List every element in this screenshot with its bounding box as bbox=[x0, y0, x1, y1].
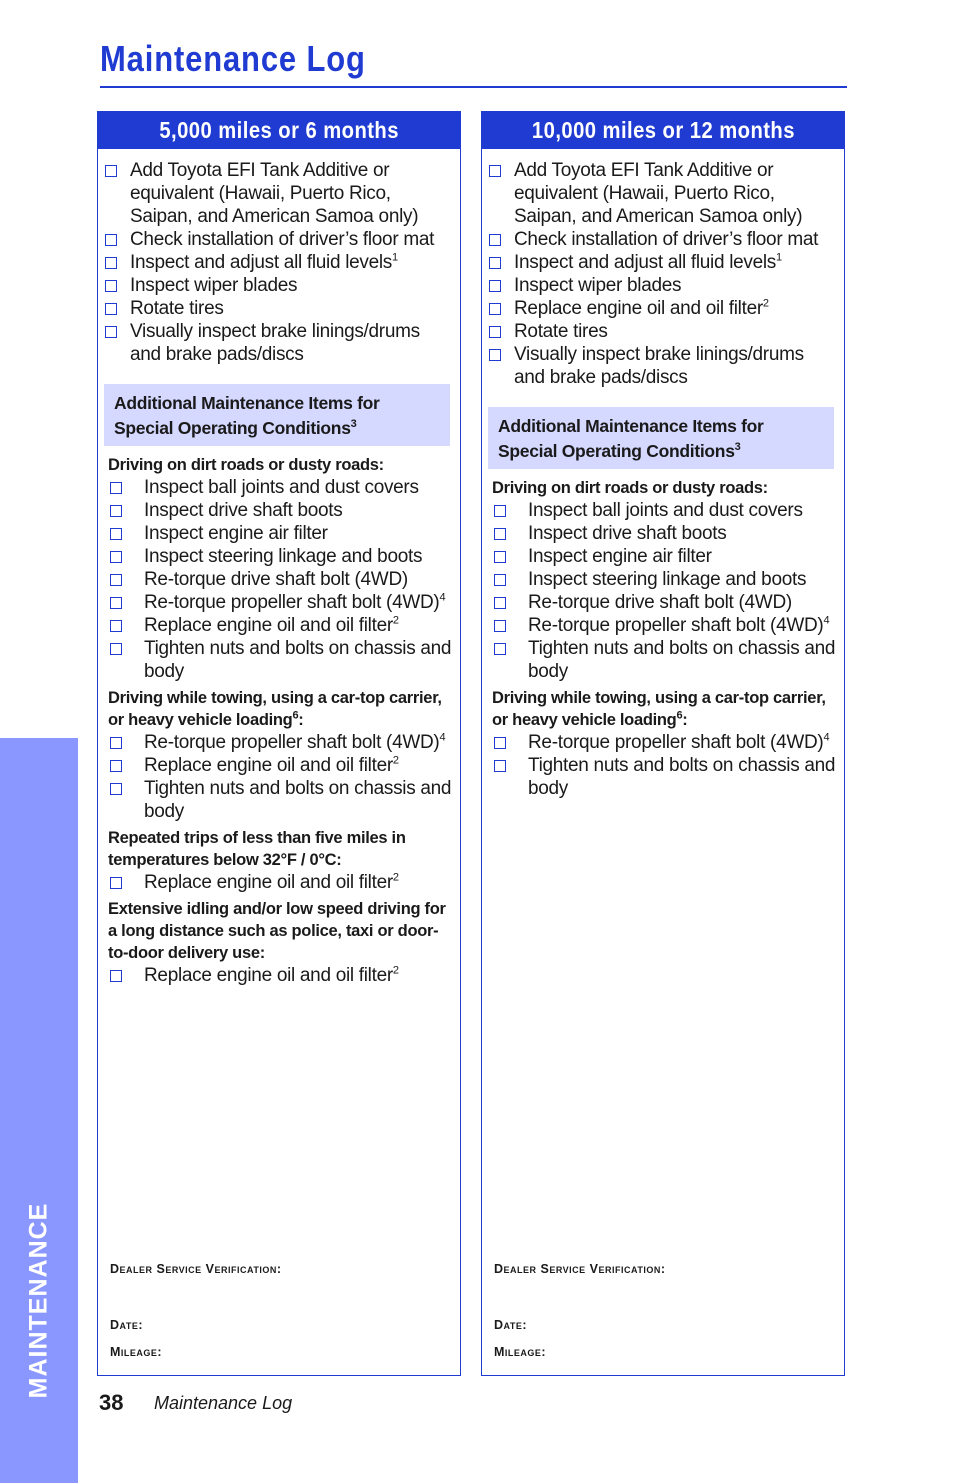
item-text: Tighten nuts and bolts on chassis and body bbox=[144, 778, 452, 822]
footnote-ref: 6 bbox=[676, 709, 683, 722]
checkbox[interactable] bbox=[489, 280, 501, 292]
item-label bbox=[144, 777, 454, 823]
checklist-item bbox=[492, 591, 838, 614]
item-label bbox=[144, 964, 454, 987]
item-label bbox=[130, 274, 454, 297]
item-label bbox=[528, 522, 838, 545]
checklist-item bbox=[98, 159, 454, 228]
checkbox[interactable] bbox=[110, 760, 122, 772]
item-label bbox=[144, 522, 454, 545]
checkbox[interactable] bbox=[494, 643, 506, 655]
item-text: Re-torque propeller shaft bolt (4WD) bbox=[144, 732, 440, 753]
special-conditions bbox=[98, 454, 460, 987]
item-text: Replace engine oil and oil filter bbox=[144, 615, 393, 636]
checklist-item bbox=[98, 228, 454, 251]
checklist-item bbox=[492, 614, 838, 637]
item-label bbox=[514, 320, 838, 343]
item-text: Inspect ball joints and dust covers bbox=[528, 500, 803, 521]
checkbox[interactable] bbox=[110, 877, 122, 889]
footnote-ref: 1 bbox=[776, 251, 782, 264]
date-label: Date: bbox=[110, 1318, 144, 1332]
checkbox[interactable] bbox=[494, 551, 506, 563]
checkbox[interactable] bbox=[110, 528, 122, 540]
item-label bbox=[130, 159, 454, 228]
checklist-item bbox=[108, 522, 454, 545]
item-text: Check installation of driver’s floor mat bbox=[130, 229, 435, 250]
column-header bbox=[98, 112, 460, 149]
checklist-item bbox=[492, 637, 838, 683]
item-text: Rotate tires bbox=[130, 298, 224, 319]
checkbox[interactable] bbox=[489, 165, 501, 177]
condition-heading: Driving while towing, using a car-top carrier, or heavy vehicle loading$^6$: bbox=[492, 689, 826, 729]
condition-items bbox=[108, 871, 460, 894]
mileage-label: Mileage: bbox=[494, 1345, 547, 1359]
special-conditions bbox=[482, 477, 844, 800]
item-text: Rotate tires bbox=[514, 321, 608, 342]
checklist-item bbox=[108, 637, 454, 683]
checklist-item bbox=[482, 343, 838, 389]
item-text: Tighten nuts and bolts on chassis and body bbox=[528, 638, 836, 682]
checkbox[interactable] bbox=[105, 257, 117, 269]
checkbox[interactable] bbox=[110, 620, 122, 632]
item-label bbox=[144, 637, 454, 683]
item-label bbox=[528, 545, 838, 568]
item-label bbox=[130, 228, 454, 251]
routine-items bbox=[98, 159, 460, 366]
checkbox[interactable] bbox=[489, 257, 501, 269]
item-label bbox=[130, 297, 454, 320]
item-text: Re-torque drive shaft bolt (4WD) bbox=[144, 569, 408, 590]
item-text: Inspect engine air filter bbox=[144, 523, 328, 544]
condition-items bbox=[108, 964, 460, 987]
checkbox[interactable] bbox=[494, 760, 506, 772]
checkbox[interactable] bbox=[494, 574, 506, 586]
item-text: Visually inspect brake linings/drums and brake pads/discs bbox=[514, 344, 804, 388]
item-text: Tighten nuts and bolts on chassis and body bbox=[144, 638, 452, 682]
checkbox[interactable] bbox=[110, 737, 122, 749]
condition-heading bbox=[108, 454, 452, 476]
item-text: Re-torque propeller shaft bolt (4WD) bbox=[528, 732, 824, 753]
checklist-item bbox=[108, 964, 454, 987]
item-text: Tighten nuts and bolts on chassis and body bbox=[528, 755, 836, 799]
item-text: Inspect and adjust all fluid levels bbox=[514, 252, 776, 273]
item-label bbox=[528, 754, 838, 800]
condition-heading bbox=[492, 477, 836, 499]
dealer-verification-label: Dealer Service Verification: bbox=[110, 1262, 282, 1276]
item-label bbox=[528, 731, 838, 754]
routine-items bbox=[482, 159, 844, 389]
condition-heading bbox=[108, 827, 452, 871]
checklist-item bbox=[482, 251, 838, 274]
item-label bbox=[144, 545, 454, 568]
item-text: Replace engine oil and oil filter bbox=[144, 755, 393, 776]
footnote-ref: 3 bbox=[350, 418, 357, 431]
item-text: Inspect steering linkage and boots bbox=[528, 569, 807, 590]
checklist-item bbox=[482, 274, 838, 297]
item-text: Add Toyota EFI Tank Additive or equivalent (Hawaii, Puerto Rico, Saipan, and American Samoa only) bbox=[130, 160, 419, 227]
item-label bbox=[130, 320, 454, 366]
footnote-ref: 2 bbox=[762, 297, 769, 310]
title-rule bbox=[100, 86, 847, 88]
footnote-ref: 4 bbox=[439, 591, 446, 604]
footnote-ref: 4 bbox=[439, 731, 446, 744]
checklist-item bbox=[108, 614, 454, 637]
checklist-item bbox=[492, 499, 838, 522]
footnote-ref: 4 bbox=[823, 614, 830, 627]
checkbox[interactable] bbox=[494, 737, 506, 749]
item-text: Inspect drive shaft boots bbox=[528, 523, 727, 544]
item-label bbox=[528, 568, 838, 591]
item-label bbox=[130, 251, 454, 274]
checkbox[interactable] bbox=[494, 528, 506, 540]
item-text: Inspect engine air filter bbox=[528, 546, 712, 567]
checklist-item bbox=[482, 297, 838, 320]
checklist-item bbox=[108, 591, 454, 614]
checklist-item bbox=[108, 777, 454, 823]
checkbox[interactable] bbox=[110, 505, 122, 517]
checkbox[interactable] bbox=[110, 643, 122, 655]
condition-heading-text: Driving on dirt roads or dusty roads: bbox=[108, 456, 384, 474]
column-header-text: 5,000 miles or 6 months bbox=[159, 117, 399, 143]
item-text: Replace engine oil and oil filter bbox=[144, 872, 393, 893]
checkbox[interactable] bbox=[489, 303, 501, 315]
item-text: Replace engine oil and oil filter bbox=[514, 298, 763, 319]
checkbox[interactable] bbox=[110, 970, 122, 982]
item-label bbox=[528, 591, 838, 614]
checklist-item bbox=[492, 522, 838, 545]
item-text: Re-torque propeller shaft bolt (4WD) bbox=[528, 615, 824, 636]
additional-items-box bbox=[488, 407, 834, 469]
footnote-ref: 2 bbox=[392, 871, 399, 884]
checkbox[interactable] bbox=[110, 783, 122, 795]
item-text: Inspect wiper blades bbox=[514, 275, 682, 296]
checklist-item bbox=[108, 754, 454, 777]
side-tab: MAINTENANCE bbox=[0, 738, 78, 1483]
item-label bbox=[514, 159, 838, 228]
checkbox[interactable] bbox=[489, 234, 501, 246]
checklist-item bbox=[492, 731, 838, 754]
checkbox[interactable] bbox=[494, 620, 506, 632]
checklist-item bbox=[98, 297, 454, 320]
footnote-ref: 1 bbox=[392, 251, 398, 264]
item-text: Visually inspect brake linings/drums and brake pads/discs bbox=[130, 321, 420, 365]
item-label bbox=[528, 614, 838, 637]
checklist-item bbox=[108, 871, 454, 894]
date-label: Date: bbox=[494, 1318, 528, 1332]
checklist-item bbox=[492, 568, 838, 591]
checkbox[interactable] bbox=[494, 597, 506, 609]
checkbox[interactable] bbox=[110, 574, 122, 586]
footnote-ref: 6 bbox=[292, 709, 299, 722]
condition-items bbox=[108, 476, 460, 683]
column-10000-miles bbox=[481, 111, 845, 1376]
additional-items-box bbox=[104, 384, 450, 446]
item-text: Inspect and adjust all fluid levels bbox=[130, 252, 392, 273]
checkbox[interactable] bbox=[489, 326, 501, 338]
condition-heading: Driving while towing, using a car-top carrier, or heavy vehicle loading$^6$: bbox=[108, 689, 442, 729]
checklist-item bbox=[482, 320, 838, 343]
condition-items bbox=[108, 731, 460, 823]
item-label bbox=[144, 591, 454, 614]
checkbox[interactable] bbox=[105, 234, 117, 246]
item-label bbox=[144, 871, 454, 894]
condition-heading-text: Driving while towing, using a car-top carrier, or heavy vehicle loading bbox=[492, 689, 826, 729]
condition-items bbox=[492, 731, 844, 800]
checklist-item bbox=[492, 754, 838, 800]
footer-label: Maintenance Log bbox=[154, 1393, 293, 1413]
item-label bbox=[144, 731, 454, 754]
item-label bbox=[144, 754, 454, 777]
item-label bbox=[528, 637, 838, 683]
item-text: Add Toyota EFI Tank Additive or equivalent (Hawaii, Puerto Rico, Saipan, and American Samoa only) bbox=[514, 160, 803, 227]
checklist-item bbox=[482, 228, 838, 251]
checklist-item bbox=[108, 731, 454, 754]
footnote-ref: 2 bbox=[392, 754, 399, 767]
checklist-item bbox=[482, 159, 838, 228]
condition-heading-text: Extensive idling and/or low speed driving for a long distance such as police, taxi or door-to-door delivery use: bbox=[108, 900, 446, 962]
item-label bbox=[528, 499, 838, 522]
item-label bbox=[514, 343, 838, 389]
checklist-item bbox=[492, 545, 838, 568]
item-text: Re-torque drive shaft bolt (4WD) bbox=[528, 592, 792, 613]
page-title: Maintenance Log bbox=[100, 38, 366, 79]
checklist-item bbox=[98, 274, 454, 297]
column-header bbox=[482, 112, 844, 149]
item-text: Check installation of driver’s floor mat bbox=[514, 229, 819, 250]
checkbox[interactable] bbox=[105, 280, 117, 292]
item-text: Inspect drive shaft boots bbox=[144, 500, 343, 521]
page-number: 38 bbox=[99, 1390, 124, 1415]
column-header-text: 10,000 miles or 12 months bbox=[531, 117, 795, 143]
item-label bbox=[144, 614, 454, 637]
item-label bbox=[514, 274, 838, 297]
checklist-item bbox=[108, 499, 454, 522]
mileage-label: Mileage: bbox=[110, 1345, 163, 1359]
checklist-item bbox=[98, 320, 454, 366]
condition-heading bbox=[108, 898, 452, 964]
footnote-ref: 3 bbox=[734, 441, 741, 454]
item-label bbox=[144, 568, 454, 591]
item-text: Inspect ball joints and dust covers bbox=[144, 477, 419, 498]
checkbox[interactable] bbox=[105, 326, 117, 338]
dealer-verification-label: Dealer Service Verification: bbox=[494, 1262, 666, 1276]
condition-heading-text: Driving while towing, using a car-top carrier, or heavy vehicle loading bbox=[108, 689, 442, 729]
item-label bbox=[514, 297, 838, 320]
checkbox[interactable] bbox=[110, 551, 122, 563]
condition-items bbox=[492, 499, 844, 683]
checkbox[interactable] bbox=[494, 505, 506, 517]
column-5000-miles bbox=[97, 111, 461, 1376]
checkbox[interactable] bbox=[105, 303, 117, 315]
footnote-ref: 2 bbox=[392, 614, 399, 627]
footnote-ref: 2 bbox=[392, 964, 399, 977]
checkbox[interactable] bbox=[110, 597, 122, 609]
item-text: Re-torque propeller shaft bolt (4WD) bbox=[144, 592, 440, 613]
condition-heading-text: Driving on dirt roads or dusty roads: bbox=[492, 479, 768, 497]
item-text: Replace engine oil and oil filter bbox=[144, 965, 393, 986]
item-text: Inspect wiper blades bbox=[130, 275, 298, 296]
item-label bbox=[144, 499, 454, 522]
checkbox[interactable] bbox=[110, 482, 122, 494]
checklist-item bbox=[108, 545, 454, 568]
checklist-item bbox=[108, 476, 454, 499]
item-label bbox=[514, 228, 838, 251]
checkbox[interactable] bbox=[489, 349, 501, 361]
additional-items-title: Additional Maintenance Items for Special Operating Conditions bbox=[114, 393, 380, 438]
checkbox[interactable] bbox=[105, 165, 117, 177]
checklist-item bbox=[108, 568, 454, 591]
item-label bbox=[144, 476, 454, 499]
footnote-ref: 4 bbox=[823, 731, 830, 744]
item-text: Inspect steering linkage and boots bbox=[144, 546, 423, 567]
additional-items-title: Additional Maintenance Items for Special Operating Conditions bbox=[498, 416, 764, 461]
checklist-item bbox=[98, 251, 454, 274]
condition-heading-text: Repeated trips of less than five miles in temperatures below 32°F / 0°C: bbox=[108, 829, 406, 869]
item-label bbox=[514, 251, 838, 274]
